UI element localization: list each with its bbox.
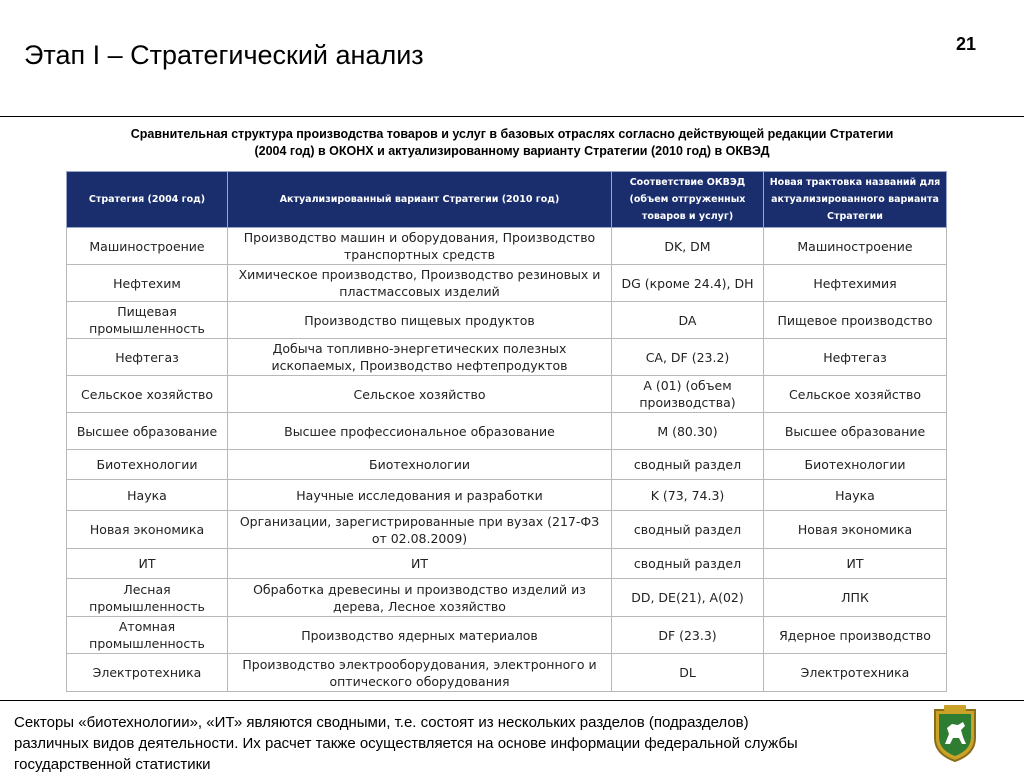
caption-line-1: Сравнительная структура производства товаров и услуг в базовых отраслях согласно действующей редакции Стратегии [130,127,894,141]
cell-okved: DD, DE(21), A(02) [612,579,764,617]
cell-strategy-2004: Биотехнологии [67,450,228,480]
caption-line-2: (2004 год) в ОКОНХ и актуализированному варианту Стратегии (2010 год) в ОКВЭД [254,144,770,158]
cell-strategy-2004: Электротехника [67,654,228,692]
table-row [67,654,947,692]
cell-strategy-2004: Новая экономика [67,511,228,549]
cell-strategy-2010: Организации, зарегистрированные при вузах (217-ФЗ от 02.08.2009) [228,511,612,549]
cell-new-name: Нефтехимия [764,265,947,302]
table-row [67,265,947,302]
cell-new-name: Нефтегаз [764,339,947,376]
cell-new-name: Ядерное производство [764,617,947,654]
cell-strategy-2010: ИТ [228,549,612,579]
cell-new-name: Высшее образование [764,413,947,450]
cell-strategy-2004: Нефтегаз [67,339,228,376]
header-strategy-2004: Стратегия (2004 год) [67,172,228,228]
cell-okved: DG (кроме 24.4), DH [612,265,764,302]
cell-strategy-2004: Наука [67,480,228,511]
cell-new-name: Новая экономика [764,511,947,549]
cell-strategy-2010: Химическое производство, Производство резиновых и пластмассовых изделий [228,265,612,302]
table-row [67,617,947,654]
cell-new-name: Биотехнологии [764,450,947,480]
cell-okved: DA [612,302,764,339]
cell-strategy-2004: ИТ [67,549,228,579]
cell-okved: M (80.30) [612,413,764,450]
cell-strategy-2010: Научные исследования и разработки [228,480,612,511]
cell-new-name: Электротехника [764,654,947,692]
top-divider [0,116,1024,117]
cell-strategy-2010: Сельское хозяйство [228,376,612,413]
header-okved: Соответствие ОКВЭД (объем отгруженных товаров и услуг) [612,172,764,228]
comparison-table [66,171,947,692]
cell-okved: сводный раздел [612,450,764,480]
cell-okved: DK, DM [612,228,764,265]
table-row [67,579,947,617]
header-new-name: Новая трактовка названий для актуализированного варианта Стратегии [764,172,947,228]
table-row [67,413,947,450]
cell-okved: DF (23.3) [612,617,764,654]
cell-okved: K (73, 74.3) [612,480,764,511]
cell-strategy-2004: Пищевая промышленность [67,302,228,339]
region-coat-of-arms-icon [930,704,980,764]
cell-strategy-2010: Производство ядерных материалов [228,617,612,654]
cell-strategy-2004: Машиностроение [67,228,228,265]
cell-strategy-2004: Лесная промышленность [67,579,228,617]
footer-line-1: Секторы «биотехнологии», «ИТ» являются сводными, т.е. состоят из нескольких разделов (подразделов) [14,714,749,731]
page-number: 21 [956,34,977,54]
cell-strategy-2010: Производство пищевых продуктов [228,302,612,339]
cell-new-name: Наука [764,480,947,511]
slide-title: Этап I – Стратегический анализ [24,40,424,70]
cell-okved: DL [612,654,764,692]
cell-okved: сводный раздел [612,549,764,579]
cell-new-name: Машиностроение [764,228,947,265]
cell-strategy-2010: Обработка древесины и производство изделий из дерева, Лесное хозяйство [228,579,612,617]
cell-new-name: Сельское хозяйство [764,376,947,413]
table-row [67,302,947,339]
table-row [67,549,947,579]
table-row [67,450,947,480]
table-row [67,376,947,413]
table-row [67,228,947,265]
cell-strategy-2010: Производство электрооборудования, электронного и оптического оборудования [228,654,612,692]
table-header-row [67,172,947,228]
cell-strategy-2010: Биотехнологии [228,450,612,480]
cell-strategy-2010: Добыча топливно-энергетических полезных ископаемых, Производство нефтепродуктов [228,339,612,376]
table-row [67,339,947,376]
footer-line-2: различных видов деятельности. Их расчет также осуществляется на основе информации федеральной службы [14,735,798,752]
header-strategy-2010: Актуализированный вариант Стратегии (2010 год) [228,172,612,228]
cell-strategy-2004: Высшее образование [67,413,228,450]
cell-strategy-2004: Нефтехим [67,265,228,302]
cell-okved: A (01) (объем производства) [612,376,764,413]
cell-okved: CA, DF (23.2) [612,339,764,376]
cell-new-name: ЛПК [764,579,947,617]
table-row [67,480,947,511]
footer-line-3: государственной статистики [14,756,211,773]
footer-note [14,712,914,775]
table-caption [20,126,1004,160]
bottom-divider [0,700,1024,701]
cell-strategy-2010: Высшее профессиональное образование [228,413,612,450]
cell-strategy-2004: Сельское хозяйство [67,376,228,413]
cell-strategy-2004: Атомная промышленность [67,617,228,654]
cell-okved: сводный раздел [612,511,764,549]
table-row [67,511,947,549]
cell-strategy-2010: Производство машин и оборудования, Производство транспортных средств [228,228,612,265]
cell-new-name: ИТ [764,549,947,579]
cell-new-name: Пищевое производство [764,302,947,339]
